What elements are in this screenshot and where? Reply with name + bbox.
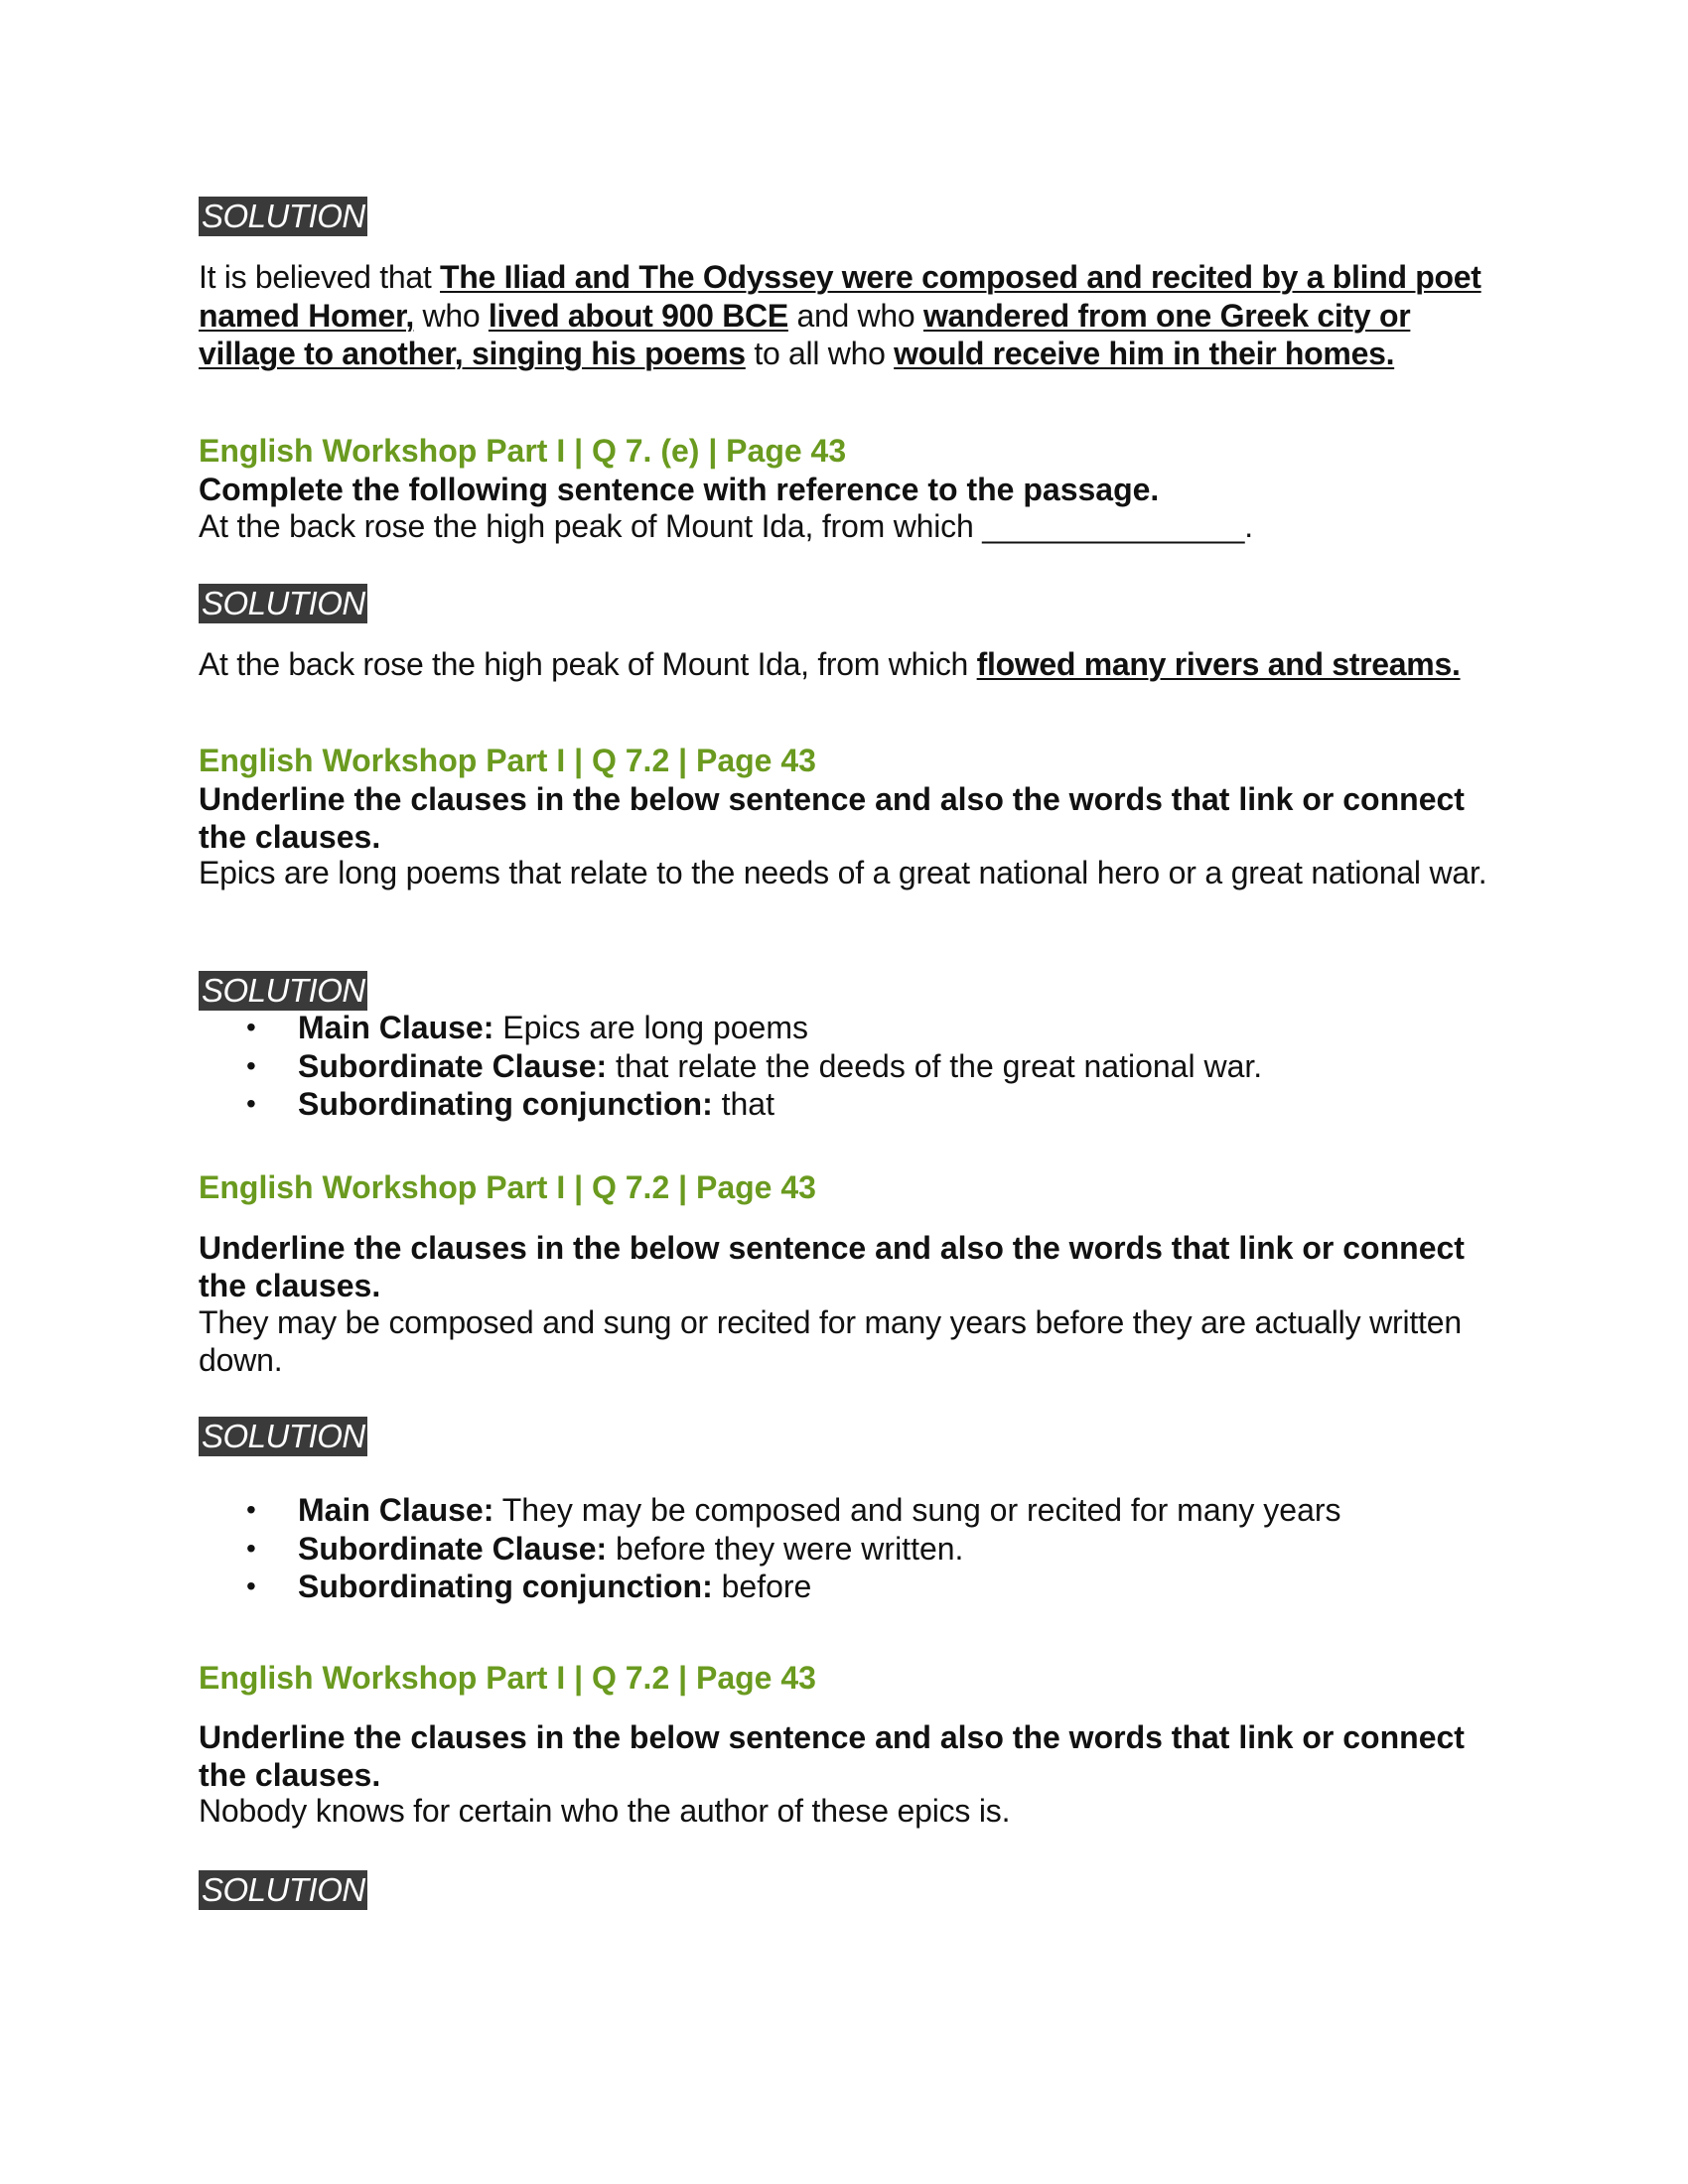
list-item: • Subordinate Clause: that relate the deeds of the great national war. bbox=[199, 1047, 1509, 1086]
question-sentence: They may be composed and sung or recited for many years before they are actually written down. bbox=[199, 1304, 1462, 1378]
list-item: • Main Clause: Epics are long poems bbox=[199, 1009, 1509, 1047]
solution-block-4 bbox=[199, 1417, 1509, 1456]
question-heading: English Workshop Part I | Q 7.2 | Page 43 bbox=[199, 1169, 816, 1205]
underlined-answer: flowed many rivers and streams. bbox=[976, 646, 1461, 682]
question-heading: English Workshop Part I | Q 7. (e) | Page 43 bbox=[199, 433, 847, 469]
solution-block-5 bbox=[199, 1870, 1509, 1910]
text-run: At the back rose the high peak of Mount Ida, from which bbox=[199, 646, 977, 682]
question-heading: English Workshop Part I | Q 7.2 | Page 43 bbox=[199, 743, 816, 778]
underlined-answer: The Iliad and The Odyssey were composed and recited by a blind poet named Homer, bbox=[199, 259, 1481, 334]
list-item: • Subordinating conjunction: before bbox=[199, 1568, 1509, 1606]
underlined-answer: lived about 900 BCE bbox=[488, 297, 788, 334]
solution-label: SOLUTION bbox=[199, 584, 367, 623]
solution-block-2 bbox=[199, 584, 1509, 623]
list-item: • Subordinating conjunction: that bbox=[199, 1085, 1509, 1124]
text-run: It is believed that bbox=[199, 259, 441, 295]
solution-1-paragraph bbox=[199, 258, 1509, 373]
question-heading: English Workshop Part I | Q 7.2 | Page 43 bbox=[199, 1660, 816, 1696]
text-run: who bbox=[413, 297, 489, 334]
question-sentence: Epics are long poems that relate to the needs of a great national hero or a great national war. bbox=[199, 855, 1487, 890]
solution-label: SOLUTION bbox=[199, 1417, 367, 1456]
text-run: to all who bbox=[745, 336, 895, 371]
solution-4-list bbox=[199, 1491, 1509, 1606]
question-instruction: Underline the clauses in the below sentence and also the words that link or connect the clauses. bbox=[199, 1719, 1465, 1793]
solution-block-3 bbox=[199, 971, 1509, 1011]
list-item: • Subordinate Clause: before they were written. bbox=[199, 1530, 1509, 1569]
solution-label: SOLUTION bbox=[199, 197, 367, 236]
question-instruction: Underline the clauses in the below sentence and also the words that link or connect the clauses. bbox=[199, 1230, 1465, 1303]
question-sentence: At the back rose the high peak of Mount Ida, from which _______________. bbox=[199, 508, 1253, 544]
question-sentence: Nobody knows for certain who the author of these epics is. bbox=[199, 1793, 1011, 1829]
solution-label: SOLUTION bbox=[199, 971, 367, 1011]
list-item: • Main Clause: They may be composed and sung or recited for many years bbox=[199, 1491, 1509, 1530]
solution-label: SOLUTION bbox=[199, 1870, 367, 1910]
text-run: and who bbox=[787, 297, 923, 334]
solution-2-paragraph bbox=[199, 645, 1509, 684]
underlined-answer: wandered from one Greek city or village to another, singing his poems bbox=[199, 297, 1411, 371]
question-instruction: Underline the clauses in the below sentence and also the words that link or connect the clauses. bbox=[199, 781, 1465, 855]
underlined-answer: would receive him in their homes. bbox=[894, 336, 1395, 371]
solution-block-1 bbox=[199, 197, 1509, 236]
question-instruction: Complete the following sentence with reference to the passage. bbox=[199, 472, 1160, 507]
solution-3-list bbox=[199, 1009, 1509, 1124]
